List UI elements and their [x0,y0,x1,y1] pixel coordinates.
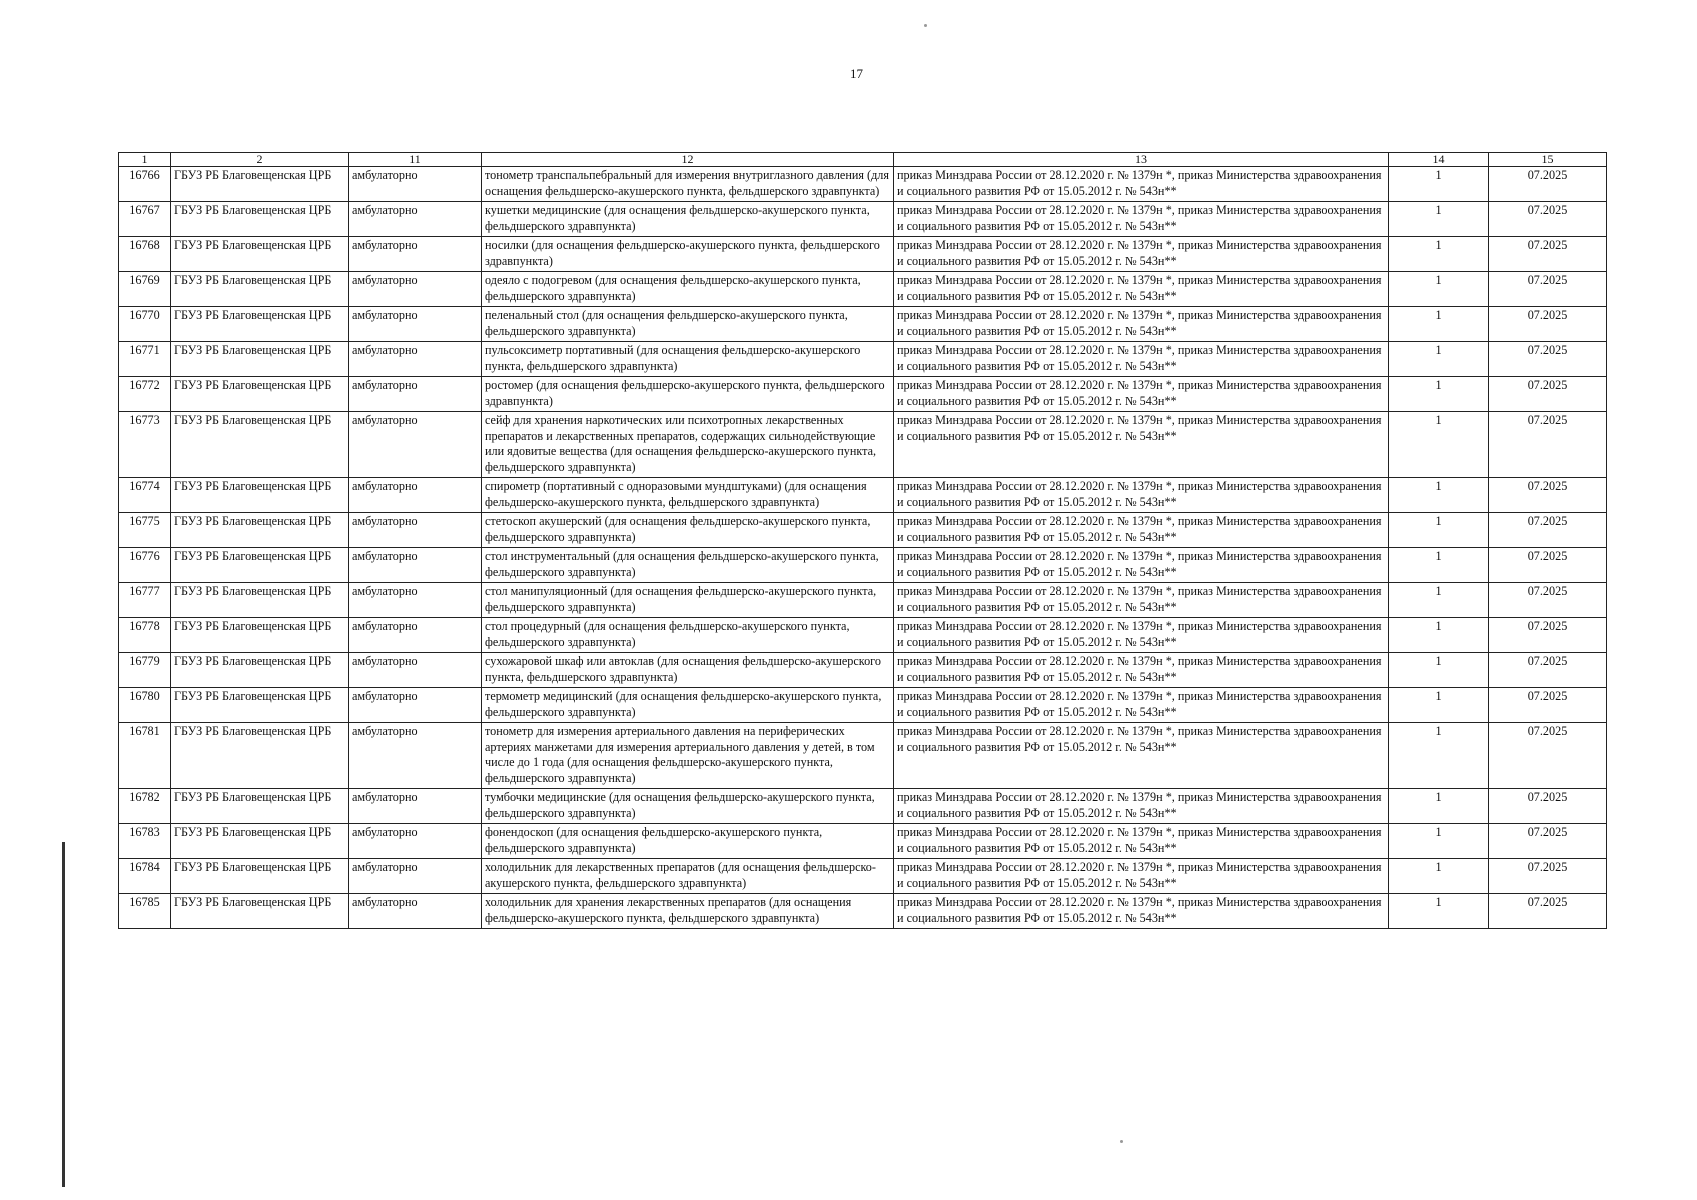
legal-basis-cell: приказ Минздрава России от 28.12.2020 г. № 1379н *, приказ Министерства здравоохранения и социального развития РФ от 15.05.2012 г. № 543н** [894,548,1389,583]
organization-cell: ГБУЗ РБ Благовещенская ЦРБ [171,167,349,202]
quantity-cell: 1 [1389,478,1489,513]
table-row [119,237,1607,272]
table-row [119,202,1607,237]
table-row [119,167,1607,202]
equipment-name-cell: кушетки медицинские (для оснащения фельдшерско-акушерского пункта, фельдшерского здравпункта) [482,202,894,237]
quantity-cell: 1 [1389,618,1489,653]
equipment-name-cell: стол манипуляционный (для оснащения фельдшерско-акушерского пункта, фельдшерского здравпункта) [482,583,894,618]
care-type-cell: амбулаторно [349,824,482,859]
row-number-cell: 16781 [119,723,171,789]
deadline-cell: 07.2025 [1489,618,1607,653]
quantity-cell: 1 [1389,272,1489,307]
organization-cell: ГБУЗ РБ Благовещенская ЦРБ [171,894,349,929]
organization-cell: ГБУЗ РБ Благовещенская ЦРБ [171,272,349,307]
quantity-cell: 1 [1389,307,1489,342]
care-type-cell: амбулаторно [349,789,482,824]
organization-cell: ГБУЗ РБ Благовещенская ЦРБ [171,583,349,618]
organization-cell: ГБУЗ РБ Благовещенская ЦРБ [171,377,349,412]
organization-cell: ГБУЗ РБ Благовещенская ЦРБ [171,237,349,272]
table-row [119,688,1607,723]
scan-edge-mark [62,842,65,1187]
quantity-cell: 1 [1389,789,1489,824]
deadline-cell: 07.2025 [1489,583,1607,618]
equipment-name-cell: холодильник для лекарственных препаратов (для оснащения фельдшерско-акушерского пункта, фельдшерского здравпункта) [482,859,894,894]
table-row [119,618,1607,653]
legal-basis-cell: приказ Минздрава России от 28.12.2020 г. № 1379н *, приказ Министерства здравоохранения и социального развития РФ от 15.05.2012 г. № 543н** [894,342,1389,377]
row-number-cell: 16780 [119,688,171,723]
row-number-cell: 16785 [119,894,171,929]
organization-cell: ГБУЗ РБ Благовещенская ЦРБ [171,618,349,653]
quantity-cell: 1 [1389,513,1489,548]
organization-cell: ГБУЗ РБ Благовещенская ЦРБ [171,824,349,859]
equipment-name-cell: стетоскоп акушерский (для оснащения фельдшерско-акушерского пункта, фельдшерского здравпункта) [482,513,894,548]
care-type-cell: амбулаторно [349,167,482,202]
row-number-cell: 16784 [119,859,171,894]
organization-cell: ГБУЗ РБ Благовещенская ЦРБ [171,789,349,824]
organization-cell: ГБУЗ РБ Благовещенская ЦРБ [171,548,349,583]
organization-cell: ГБУЗ РБ Благовещенская ЦРБ [171,723,349,789]
legal-basis-cell: приказ Минздрава России от 28.12.2020 г. № 1379н *, приказ Министерства здравоохранения и социального развития РФ от 15.05.2012 г. № 543н** [894,688,1389,723]
deadline-cell: 07.2025 [1489,513,1607,548]
equipment-name-cell: тонометр для измерения артериального давления на периферических артериях манжетами для измерения артериального давления у детей, в том числе до 1 года (для оснащения фельдшерско-акушерского пункта, фельдшерского здравпункта) [482,723,894,789]
table-row [119,478,1607,513]
organization-cell: ГБУЗ РБ Благовещенская ЦРБ [171,478,349,513]
row-number-cell: 16768 [119,237,171,272]
quantity-cell: 1 [1389,653,1489,688]
table-header-row [119,153,1607,167]
care-type-cell: амбулаторно [349,237,482,272]
care-type-cell: амбулаторно [349,548,482,583]
organization-cell: ГБУЗ РБ Благовещенская ЦРБ [171,653,349,688]
table-row [119,307,1607,342]
table-row [119,412,1607,478]
care-type-cell: амбулаторно [349,688,482,723]
equipment-name-cell: термометр медицинский (для оснащения фельдшерско-акушерского пункта, фельдшерского здравпункта) [482,688,894,723]
table-row [119,859,1607,894]
table-row [119,583,1607,618]
care-type-cell: амбулаторно [349,859,482,894]
table-row [119,377,1607,412]
table-row [119,513,1607,548]
header-col-15: 15 [1489,153,1607,167]
deadline-cell: 07.2025 [1489,859,1607,894]
care-type-cell: амбулаторно [349,272,482,307]
equipment-name-cell: спирометр (портативный с одноразовыми мундштуками) (для оснащения фельдшерско-акушерского пункта, фельдшерского здравпункта) [482,478,894,513]
row-number-cell: 16771 [119,342,171,377]
row-number-cell: 16782 [119,789,171,824]
organization-cell: ГБУЗ РБ Благовещенская ЦРБ [171,202,349,237]
row-number-cell: 16767 [119,202,171,237]
care-type-cell: амбулаторно [349,478,482,513]
equipment-name-cell: пульсоксиметр портативный (для оснащения фельдшерско-акушерского пункта, фельдшерского здравпункта) [482,342,894,377]
deadline-cell: 07.2025 [1489,412,1607,478]
legal-basis-cell: приказ Минздрава России от 28.12.2020 г. № 1379н *, приказ Министерства здравоохранения и социального развития РФ от 15.05.2012 г. № 543н** [894,513,1389,548]
care-type-cell: амбулаторно [349,723,482,789]
quantity-cell: 1 [1389,723,1489,789]
row-number-cell: 16777 [119,583,171,618]
table-row [119,894,1607,929]
quantity-cell: 1 [1389,688,1489,723]
equipment-name-cell: тумбочки медицинские (для оснащения фельдшерско-акушерского пункта, фельдшерского здравпункта) [482,789,894,824]
row-number-cell: 16778 [119,618,171,653]
quantity-cell: 1 [1389,894,1489,929]
deadline-cell: 07.2025 [1489,307,1607,342]
care-type-cell: амбулаторно [349,653,482,688]
deadline-cell: 07.2025 [1489,688,1607,723]
legal-basis-cell: приказ Минздрава России от 28.12.2020 г. № 1379н *, приказ Министерства здравоохранения и социального развития РФ от 15.05.2012 г. № 543н** [894,307,1389,342]
deadline-cell: 07.2025 [1489,237,1607,272]
legal-basis-cell: приказ Минздрава России от 28.12.2020 г. № 1379н *, приказ Министерства здравоохранения и социального развития РФ от 15.05.2012 г. № 543н** [894,412,1389,478]
row-number-cell: 16776 [119,548,171,583]
deadline-cell: 07.2025 [1489,202,1607,237]
care-type-cell: амбулаторно [349,342,482,377]
legal-basis-cell: приказ Минздрава России от 28.12.2020 г. № 1379н *, приказ Министерства здравоохранения и социального развития РФ от 15.05.2012 г. № 543н** [894,272,1389,307]
header-col-12: 12 [482,153,894,167]
header-col-11: 11 [349,153,482,167]
legal-basis-cell: приказ Минздрава России от 28.12.2020 г. № 1379н *, приказ Министерства здравоохранения и социального развития РФ от 15.05.2012 г. № 543н** [894,583,1389,618]
organization-cell: ГБУЗ РБ Благовещенская ЦРБ [171,342,349,377]
quantity-cell: 1 [1389,583,1489,618]
scan-speck [924,24,927,27]
equipment-name-cell: тонометр транспальпебральный для измерения внутриглазного давления (для оснащения фельдшерско-акушерского пункта, фельдшерского здравпункта) [482,167,894,202]
deadline-cell: 07.2025 [1489,548,1607,583]
table-row [119,653,1607,688]
header-col-1: 1 [119,153,171,167]
page-number: 17 [850,66,863,81]
deadline-cell: 07.2025 [1489,789,1607,824]
equipment-name-cell: пеленальный стол (для оснащения фельдшерско-акушерского пункта, фельдшерского здравпункта) [482,307,894,342]
table-row [119,548,1607,583]
quantity-cell: 1 [1389,342,1489,377]
deadline-cell: 07.2025 [1489,894,1607,929]
scan-speck [1120,1140,1123,1143]
legal-basis-cell: приказ Минздрава России от 28.12.2020 г. № 1379н *, приказ Министерства здравоохранения и социального развития РФ от 15.05.2012 г. № 543н** [894,618,1389,653]
table-row [119,789,1607,824]
row-number-cell: 16783 [119,824,171,859]
care-type-cell: амбулаторно [349,202,482,237]
legal-basis-cell: приказ Минздрава России от 28.12.2020 г. № 1379н *, приказ Министерства здравоохранения и социального развития РФ от 15.05.2012 г. № 543н** [894,167,1389,202]
legal-basis-cell: приказ Минздрава России от 28.12.2020 г. № 1379н *, приказ Министерства здравоохранения и социального развития РФ от 15.05.2012 г. № 543н** [894,789,1389,824]
organization-cell: ГБУЗ РБ Благовещенская ЦРБ [171,412,349,478]
equipment-name-cell: одеяло с подогревом (для оснащения фельдшерско-акушерского пункта, фельдшерского здравпункта) [482,272,894,307]
care-type-cell: амбулаторно [349,618,482,653]
table-row [119,824,1607,859]
deadline-cell: 07.2025 [1489,723,1607,789]
quantity-cell: 1 [1389,202,1489,237]
deadline-cell: 07.2025 [1489,653,1607,688]
header-col-14: 14 [1389,153,1489,167]
legal-basis-cell: приказ Минздрава России от 28.12.2020 г. № 1379н *, приказ Министерства здравоохранения и социального развития РФ от 15.05.2012 г. № 543н** [894,894,1389,929]
row-number-cell: 16773 [119,412,171,478]
deadline-cell: 07.2025 [1489,272,1607,307]
deadline-cell: 07.2025 [1489,478,1607,513]
table-body [119,167,1607,929]
header-col-2: 2 [171,153,349,167]
row-number-cell: 16766 [119,167,171,202]
care-type-cell: амбулаторно [349,412,482,478]
row-number-cell: 16772 [119,377,171,412]
quantity-cell: 1 [1389,548,1489,583]
table-row [119,342,1607,377]
organization-cell: ГБУЗ РБ Благовещенская ЦРБ [171,688,349,723]
quantity-cell: 1 [1389,412,1489,478]
quantity-cell: 1 [1389,167,1489,202]
equipment-name-cell: носилки (для оснащения фельдшерско-акушерского пункта, фельдшерского здравпункта) [482,237,894,272]
equipment-name-cell: стол инструментальный (для оснащения фельдшерско-акушерского пункта, фельдшерского здравпункта) [482,548,894,583]
care-type-cell: амбулаторно [349,513,482,548]
deadline-cell: 07.2025 [1489,167,1607,202]
row-number-cell: 16775 [119,513,171,548]
legal-basis-cell: приказ Минздрава России от 28.12.2020 г. № 1379н *, приказ Министерства здравоохранения и социального развития РФ от 15.05.2012 г. № 543н** [894,478,1389,513]
header-col-13: 13 [894,153,1389,167]
table-row [119,723,1607,789]
row-number-cell: 16774 [119,478,171,513]
table-row [119,272,1607,307]
organization-cell: ГБУЗ РБ Благовещенская ЦРБ [171,307,349,342]
legal-basis-cell: приказ Минздрава России от 28.12.2020 г. № 1379н *, приказ Министерства здравоохранения и социального развития РФ от 15.05.2012 г. № 543н** [894,377,1389,412]
quantity-cell: 1 [1389,237,1489,272]
legal-basis-cell: приказ Минздрава России от 28.12.2020 г. № 1379н *, приказ Министерства здравоохранения и социального развития РФ от 15.05.2012 г. № 543н** [894,237,1389,272]
quantity-cell: 1 [1389,859,1489,894]
care-type-cell: амбулаторно [349,307,482,342]
quantity-cell: 1 [1389,377,1489,412]
equipment-name-cell: стол процедурный (для оснащения фельдшерско-акушерского пункта, фельдшерского здравпункта) [482,618,894,653]
row-number-cell: 16770 [119,307,171,342]
legal-basis-cell: приказ Минздрава России от 28.12.2020 г. № 1379н *, приказ Министерства здравоохранения и социального развития РФ от 15.05.2012 г. № 543н** [894,859,1389,894]
care-type-cell: амбулаторно [349,894,482,929]
organization-cell: ГБУЗ РБ Благовещенская ЦРБ [171,513,349,548]
equipment-name-cell: сейф для хранения наркотических или психотропных лекарственных препаратов и лекарственных препаратов, содержащих сильнодействующие или ядовитые вещества (для оснащения фельдшерско-акушерского пункта, фельдшерского здравпункта) [482,412,894,478]
equipment-name-cell: ростомер (для оснащения фельдшерско-акушерского пункта, фельдшерского здравпункта) [482,377,894,412]
organization-cell: ГБУЗ РБ Благовещенская ЦРБ [171,859,349,894]
legal-basis-cell: приказ Минздрава России от 28.12.2020 г. № 1379н *, приказ Министерства здравоохранения и социального развития РФ от 15.05.2012 г. № 543н** [894,723,1389,789]
legal-basis-cell: приказ Минздрава России от 28.12.2020 г. № 1379н *, приказ Министерства здравоохранения и социального развития РФ от 15.05.2012 г. № 543н** [894,202,1389,237]
row-number-cell: 16779 [119,653,171,688]
equipment-name-cell: сухожаровой шкаф или автоклав (для оснащения фельдшерско-акушерского пункта, фельдшерского здравпункта) [482,653,894,688]
care-type-cell: амбулаторно [349,583,482,618]
deadline-cell: 07.2025 [1489,824,1607,859]
care-type-cell: амбулаторно [349,377,482,412]
deadline-cell: 07.2025 [1489,342,1607,377]
equipment-name-cell: фонендоскоп (для оснащения фельдшерско-акушерского пункта, фельдшерского здравпункта) [482,824,894,859]
equipment-name-cell: холодильник для хранения лекарственных препаратов (для оснащения фельдшерско-акушерского пункта, фельдшерского здравпункта) [482,894,894,929]
legal-basis-cell: приказ Минздрава России от 28.12.2020 г. № 1379н *, приказ Министерства здравоохранения и социального развития РФ от 15.05.2012 г. № 543н** [894,824,1389,859]
equipment-table [118,152,1607,929]
legal-basis-cell: приказ Минздрава России от 28.12.2020 г. № 1379н *, приказ Министерства здравоохранения и социального развития РФ от 15.05.2012 г. № 543н** [894,653,1389,688]
quantity-cell: 1 [1389,824,1489,859]
row-number-cell: 16769 [119,272,171,307]
deadline-cell: 07.2025 [1489,377,1607,412]
